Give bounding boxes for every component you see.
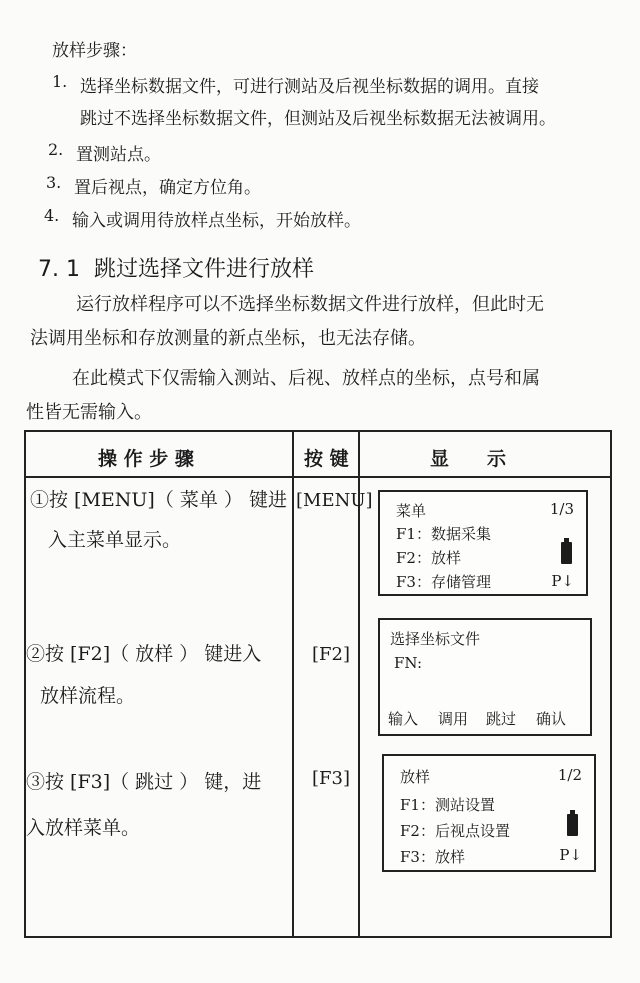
header-operation: 操 作 步 骤 (98, 448, 194, 470)
row-2-operation-line-2: 放样流程。 (40, 685, 136, 707)
paragraph-1-line-1: 运行放样程序可以不选择坐标数据文件进行放样，但此时无 (76, 294, 544, 315)
header-key: 按 键 (304, 448, 349, 470)
step-4-line-1: 输入或调用待放样点坐标，开始放样。 (72, 211, 361, 231)
row-2-operation-line-1: ②按 [F2]（ 放样 ） 键进入 (26, 643, 262, 665)
screen-page-down: P↓ (551, 572, 574, 590)
paragraph-2-line-2: 性皆无需输入。 (26, 402, 152, 423)
screen-page-down: P↓ (559, 846, 582, 864)
softkey-skip: 跳过 (486, 710, 517, 728)
row-1-operation-line-2: 入主菜单显示。 (48, 529, 182, 551)
column-divider (292, 432, 294, 936)
softkey-input: 输入 (388, 710, 419, 728)
screen-line-f1: F1：数据采集 (396, 525, 491, 543)
screen-title: 放样 (400, 768, 431, 786)
screen-line-f3: F3：放样 (400, 848, 465, 866)
header-display: 显 示 (430, 448, 507, 470)
row-1-key: [MENU] (296, 490, 373, 511)
step-2-number: 2. (48, 140, 64, 159)
step-2-line-1: 置测站点。 (76, 145, 161, 165)
screen-title: 菜单 (396, 502, 427, 520)
section-heading (38, 252, 314, 283)
steps-intro: 放样步骤： (52, 41, 137, 61)
screen-line-f3: F3：存储管理 (396, 573, 491, 591)
softkey-confirm: 确认 (536, 710, 567, 728)
screen-line-f1: F1：测站设置 (400, 796, 495, 814)
paragraph-2-line-1: 在此模式下仅需输入测站、后视、放样点的坐标，点号和属 (72, 368, 540, 389)
section-number: 7. 1 (38, 257, 80, 282)
softkey-recall: 调用 (438, 710, 469, 728)
row-3-key: [F3] (312, 768, 350, 789)
screen-main-menu (378, 490, 588, 596)
step-4-number: 4. (44, 206, 60, 225)
screen-select-file (378, 618, 592, 736)
screen-line-f2: F2：后视点设置 (400, 822, 510, 840)
screen-stakeout-menu (382, 754, 596, 872)
screen-page: 1/3 (549, 500, 574, 518)
step-3-line-1: 置后视点，确定方位角。 (74, 178, 261, 198)
screen-line-fn: FN: (394, 654, 423, 672)
battery-icon (567, 814, 578, 836)
row-3-operation-line-2: 入放样菜单。 (26, 817, 141, 839)
step-1-line-2: 跳过不选择坐标数据文件，但测站及后视坐标数据无法被调用。 (80, 109, 556, 129)
header-divider (26, 476, 610, 478)
row-1-operation-line-1: ①按 [MENU]（ 菜单 ） 键进 (30, 489, 287, 511)
row-3-operation-line-1: ③按 [F3]（ 跳过 ） 键，进 (26, 771, 262, 793)
paragraph-1-line-2: 法调用坐标和存放测量的新点坐标，也无法存储。 (30, 328, 426, 349)
screen-line-f2: F2：放样 (396, 549, 461, 567)
step-1-line-1: 选择坐标数据文件，可进行测站及后视坐标数据的调用。直接 (80, 77, 539, 97)
row-2-key: [F2] (312, 644, 350, 665)
screen-page: 1/2 (557, 766, 582, 784)
step-1-number: 1. (52, 72, 68, 91)
procedure-table (24, 430, 612, 938)
battery-icon (561, 542, 572, 564)
screen-title: 选择坐标文件 (390, 630, 481, 648)
section-title: 跳过选择文件进行放样 (93, 257, 314, 282)
step-3-number: 3. (46, 173, 62, 192)
